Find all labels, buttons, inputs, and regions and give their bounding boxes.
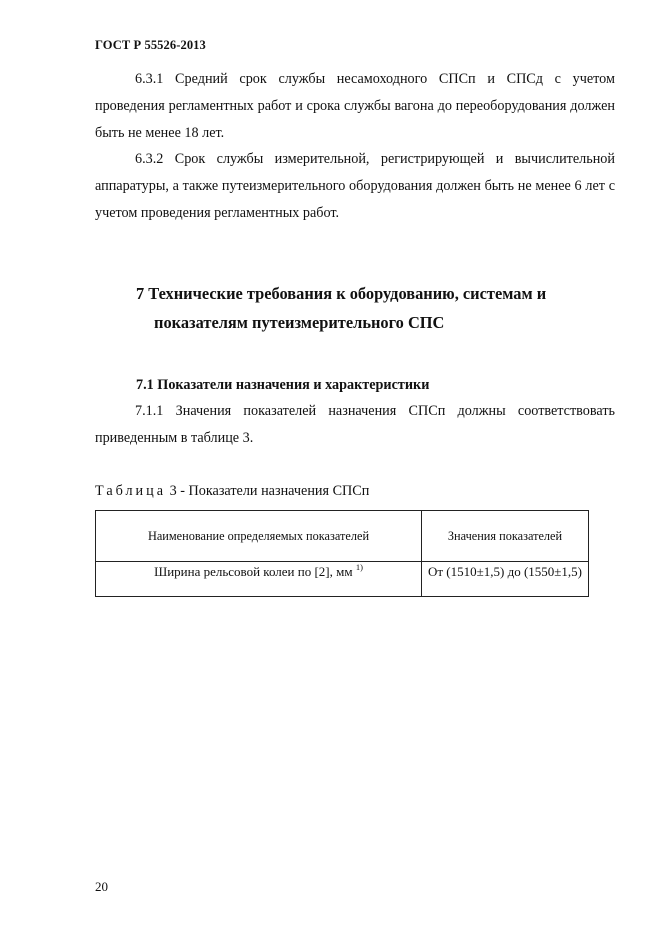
- table-3-caption: [95, 481, 369, 501]
- footnote-mark: 1): [355, 562, 363, 572]
- table-row: [96, 562, 589, 597]
- table-3: [95, 510, 589, 597]
- table-caption-label: Таблица: [95, 483, 167, 499]
- table-cell-parameter-name: [96, 562, 422, 597]
- table-header-row: [96, 511, 589, 562]
- subsection-7-1-title: 7.1 Показатели назначения и характеристики: [136, 377, 430, 393]
- table-caption-number: 3: [169, 483, 177, 499]
- table-cell-parameter-value: От (1510±1,5) до (1550±1,5): [422, 562, 589, 597]
- standard-header: ГОСТ Р 55526-2013: [95, 38, 206, 52]
- table-header-cell-name: Наименование определяемых показателей: [96, 511, 422, 562]
- paragraph-7-1-1: 7.1.1 Значения показателей назначения СПСп должны соответствовать приведенным в таблице 3.: [95, 403, 615, 446]
- parameter-name-text: Ширина рельсовой колеи по [2], мм: [154, 564, 353, 579]
- paragraph-6-3-1: 6.3.1 Средний срок службы несамоходного СПСп и СПСд с учетом проведения регламентных работ и срока службы вагона до переоборудования должен быть не менее 18 лет.: [95, 71, 615, 141]
- paragraph-6-3-2: 6.3.2 Срок службы измерительной, регистрирующей и вычислительной аппаратуры, а также путеизмерительного оборудования должен быть не менее 6 лет с учетом проведения регламентных работ.: [95, 151, 615, 221]
- page-number: 20: [95, 879, 108, 894]
- table-caption-text: - Показатели назначения СПСп: [180, 483, 370, 499]
- table-header-cell-value: Значения показателей: [422, 511, 589, 562]
- section-7-title: 7 Технические требования к оборудованию, системам и показателям путеизмерительного СПС: [136, 284, 547, 332]
